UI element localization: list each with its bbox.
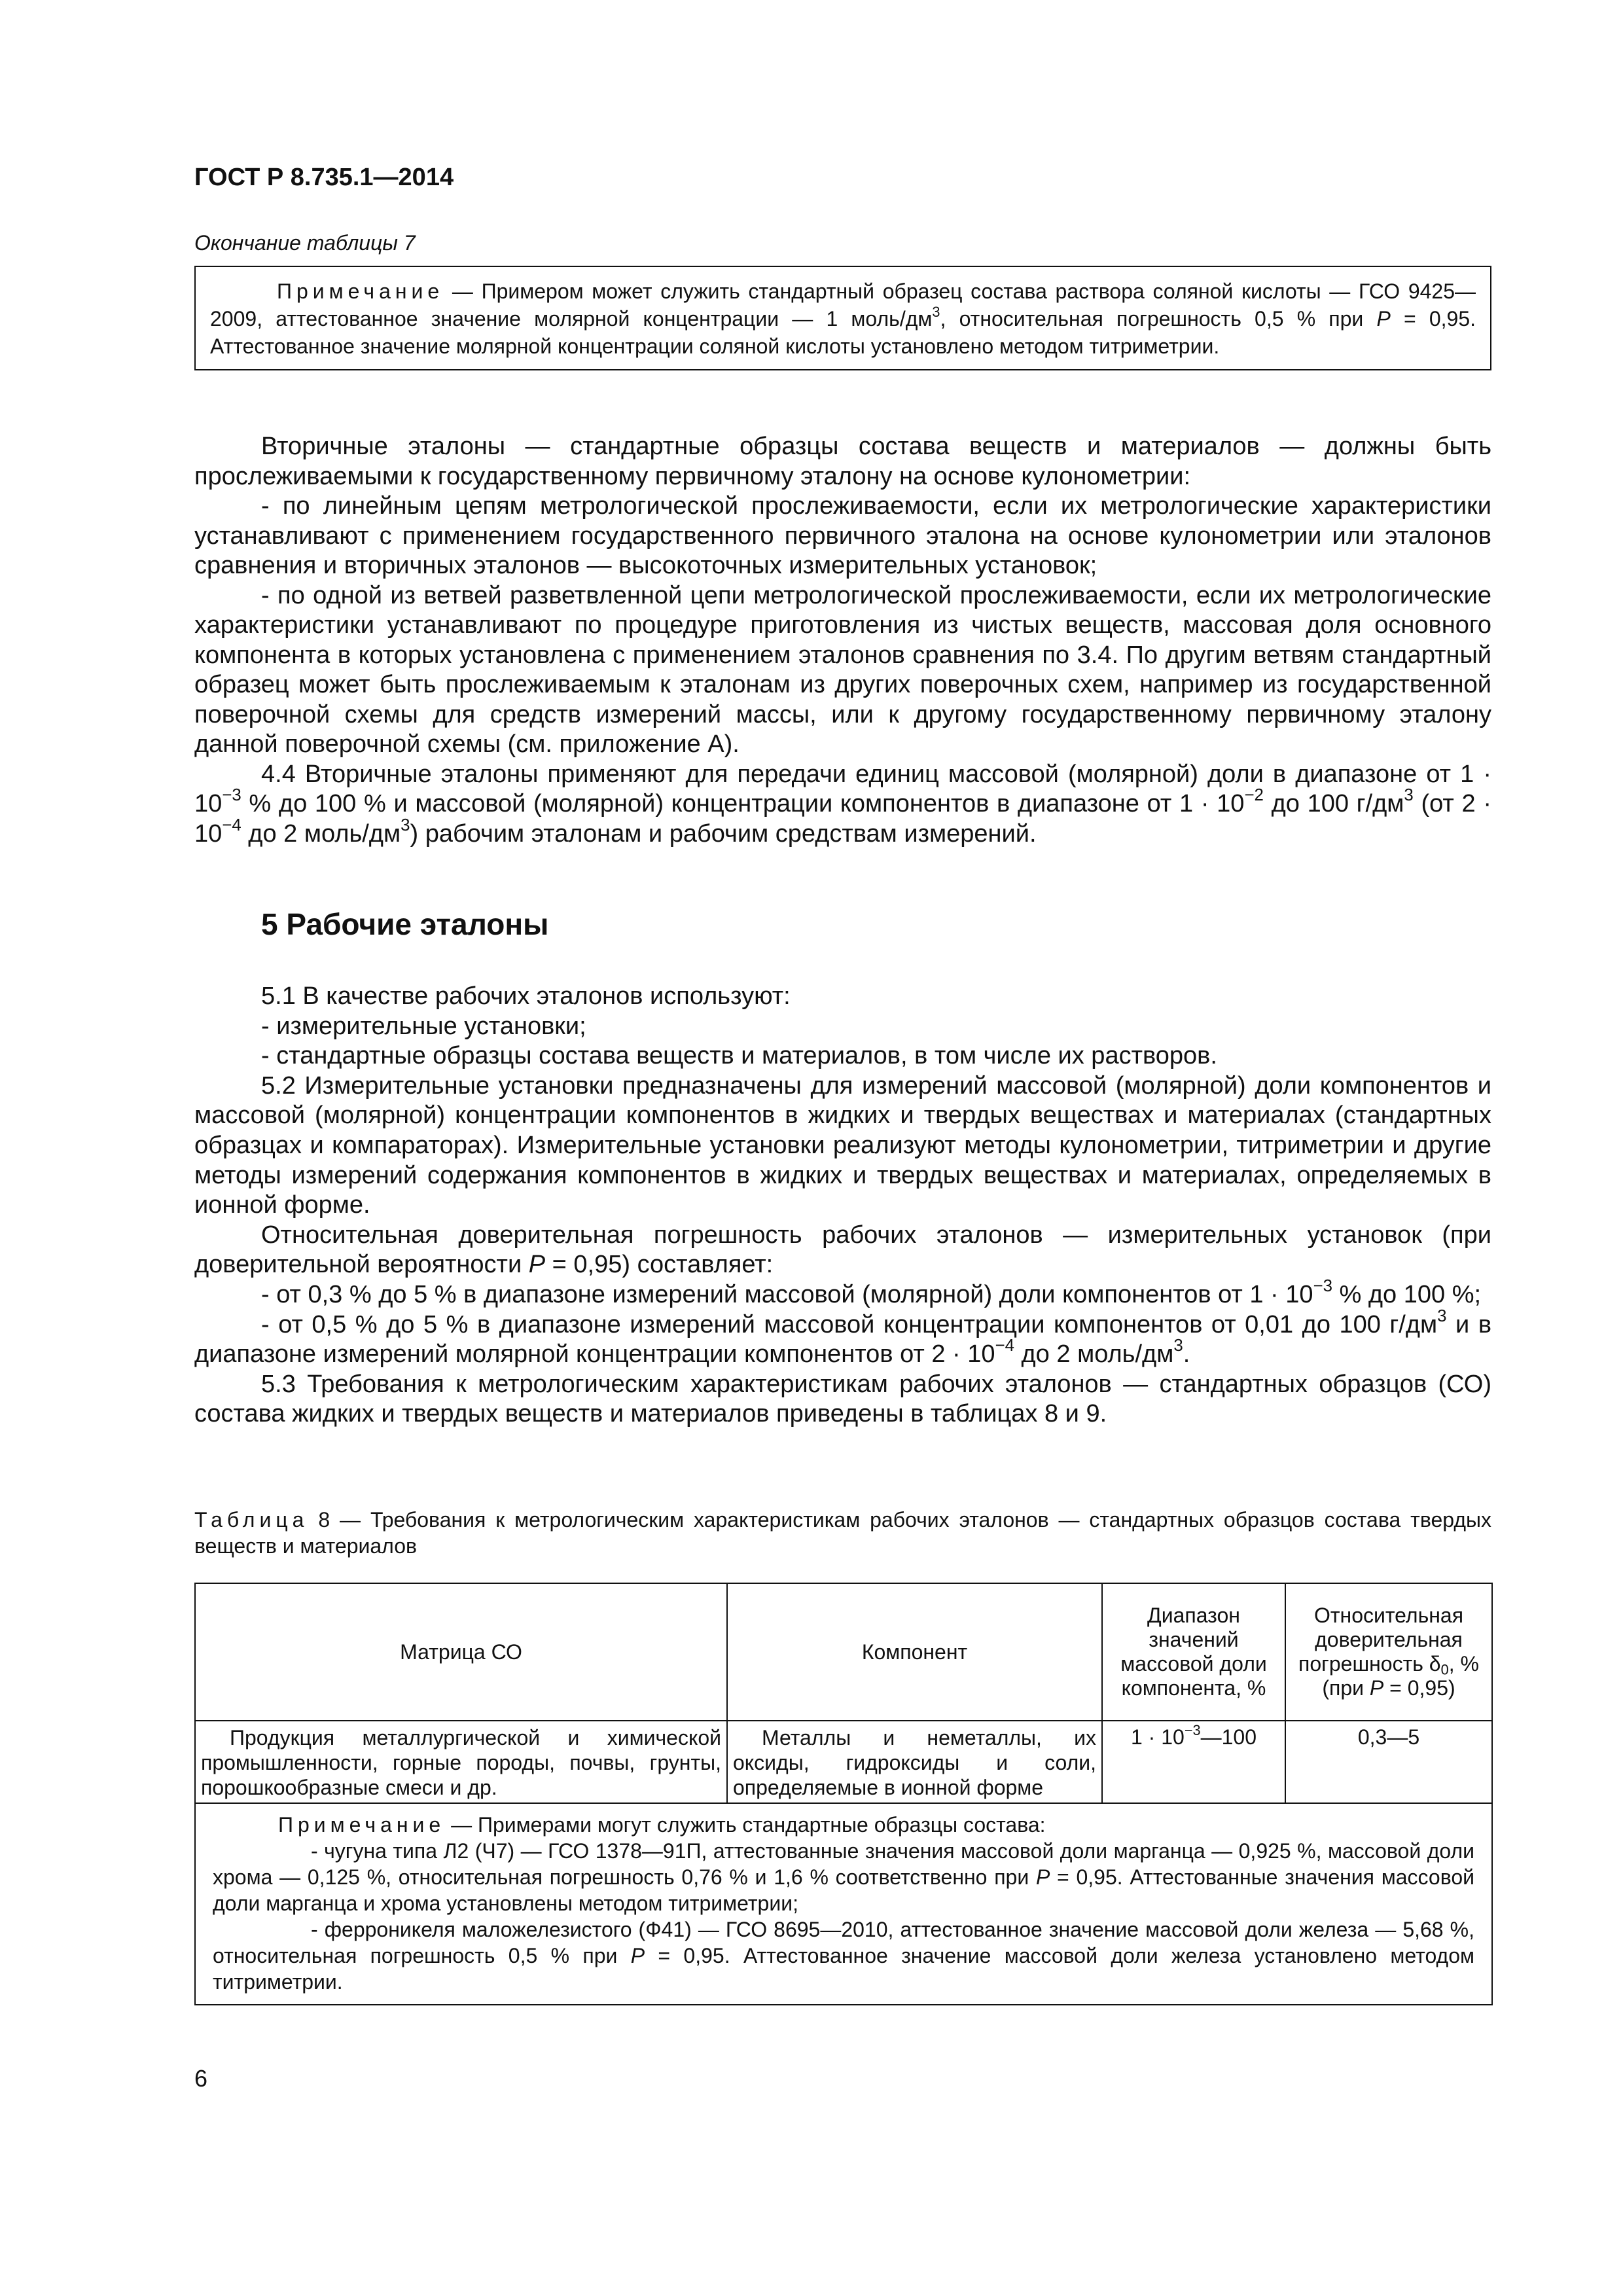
- paragraph: Вторичные эталоны — стандартные образцы состава веществ и материалов — должны быть прослеживаемыми к государственному первичному эталону на основе кулонометрии:: [194, 433, 1491, 490]
- table-header-row: [195, 1583, 1492, 1721]
- list-item: - от 0,5 % до 5 % в диапазоне измерений массовой концентрации компонентов от 0,01 до 100 $г/дм^3$ и в диапазоне измерений молярной концентрации компонентов от $2 \cdot 10^{-4}$ до 2 моль/$дм^3$.: [194, 1306, 1492, 1369]
- list-item: - от 0,3 % до 5 % в диапазоне измерений массовой (молярной) доли компонентов от $1 \cdot 10^{-3}$ % до 100 %;: [261, 1277, 1482, 1308]
- table-cell: Продукция металлургической и химической промышленности, горные породы, почвы, грунты, порошкообразные смеси и др.: [195, 1721, 727, 1803]
- table-cell: Металлы и неметаллы, их оксиды, гидроксиды и соли, определяемые в ионной форме: [727, 1721, 1102, 1803]
- document-code-header: ГОСТ Р 8.735.1—2014: [194, 164, 454, 191]
- paragraph-4-4: 4.4 Вторичные эталоны применяют для передачи единиц массовой (молярной) доли в диапазоне от $1 \cdot 10^{-3}$ % до 100 % и массовой (молярной) концентрации компонентов в диапазоне от $1 \cdot 10^{-2}$ до 100 $г/дм^3$ (от $2 \cdot 10^{-4}$ до 2 моль/$дм^3$) рабочим эталонам и рабочим средствам измерений.: [194, 760, 1491, 848]
- paragraph-5-1: 5.1 В качестве рабочих эталонов используют:: [261, 982, 791, 1010]
- table7-note: Примечание — Примером может служить стандартный образец состава раствора соляной кислоты — ГСО 9425—2009, аттестованное значение молярной концентрации — 1 моль/$дм^3$, относительная погрешность 0,5 % при P = 0,95. Аттестованное значение молярной концентрации соляной кислоты установлено методом титриметрии.: [210, 279, 1476, 358]
- table8: [194, 1583, 1493, 2005]
- column-header-component: Компонент: [727, 1583, 1102, 1721]
- list-item: - измерительные установки;: [261, 1012, 586, 1040]
- list-item: - стандартные образцы состава веществ и материалов, в том числе их растворов.: [261, 1042, 1217, 1070]
- paragraph-5-3: 5.3 Требования к метрологическим характеристикам рабочих эталонов — стандартных образцов (СО) состава жидких и твердых веществ и материалов приведены в таблицах 8 и 9.: [194, 1370, 1491, 1428]
- list-item: - по линейным цепям метрологической прослеживаемости, если их метрологические характеристики устанавливают с применением государственного первичного эталона на основе кулонометрии или эталонов сравнения и вторичных эталонов — высокоточных измерительных установок;: [194, 492, 1491, 579]
- note-label: Примечание: [277, 279, 444, 303]
- table8-caption: Таблица 8 — Требования к метрологическим характеристикам рабочих эталонов — стандартных образцов состава твердых веществ и материалов: [194, 1508, 1491, 1558]
- table-continuation-caption: Окончание таблицы 7: [194, 231, 416, 255]
- page-number: 6: [194, 2065, 208, 2092]
- working-standards-text: [194, 982, 1491, 1429]
- section-5-title: 5 Рабочие эталоны: [261, 907, 549, 941]
- table-note-row: [195, 1803, 1492, 2005]
- column-header-matrix: Матрица СО: [195, 1583, 727, 1721]
- column-header-range: Диапазон значений массовой доли компонента, %: [1102, 1583, 1285, 1721]
- table-cell: 0,3—5: [1285, 1721, 1492, 1803]
- column-header-uncertainty: Относительная доверительная погрешность $\delta_0$, % (при P = 0,95): [1285, 1583, 1492, 1721]
- secondary-standards-text: [194, 432, 1491, 849]
- list-item: - по одной из ветвей разветвленной цепи метрологической прослеживаемости, если их метрологические характеристики устанавливают по процедуре приготовления из чистых веществ, массовая доля основного компонента в которых установлена с применением эталонов сравнения по 3.4. По другим ветвям стандартный образец может быть прослеживаемым к эталонам из других поверочных схем, например из государственной поверочной схемы для средств измерений массы, или к другому государственному первичному эталону данной поверочной схемы (см. приложение А).: [194, 581, 1491, 758]
- table-cell: $1 \cdot 10^{-3}—100$: [1102, 1721, 1285, 1803]
- table7-note-box: [194, 266, 1491, 370]
- paragraph: Относительная доверительная погрешность рабочих эталонов — измерительных установок (при доверительной вероятности P = 0,95) составляет:: [194, 1221, 1491, 1279]
- table8-note: Примечание — Примерами могут служить стандартные образцы состава: - чугуна типа Л2 (Ч7) — ГСО 1378—91П, аттестованные значения массовой доли марганца — 0,925 %, массовой доли хрома — 0,125 %, относительная погрешность 0,76 % и 1,6 % соответственно при P = 0,95. Аттестованные значения массовой доли марганца и хрома установлены методом титриметрии; - ферроникеля маложелезистого (Ф41) — ГСО 8695—2010, аттестованное значение массовой доли железа — 5,68 %, относительная погрешность 0,5 % при P = 0,95. Аттестованное значение массовой доли железа установлено методом титриметрии.: [195, 1803, 1492, 2005]
- paragraph-5-2: 5.2 Измерительные установки предназначены для измерений массовой (молярной) доли компонентов и массовой (молярной) концентрации компонентов в жидких и твердых веществах и материалах (стандартных образцах и компараторах). Измерительные установки реализуют методы кулонометрии, титриметрии и другие методы измерений содержания компонентов в жидких и твердых веществах и материалах, определяемых в ионной форме.: [194, 1071, 1491, 1219]
- table-row: [195, 1721, 1492, 1803]
